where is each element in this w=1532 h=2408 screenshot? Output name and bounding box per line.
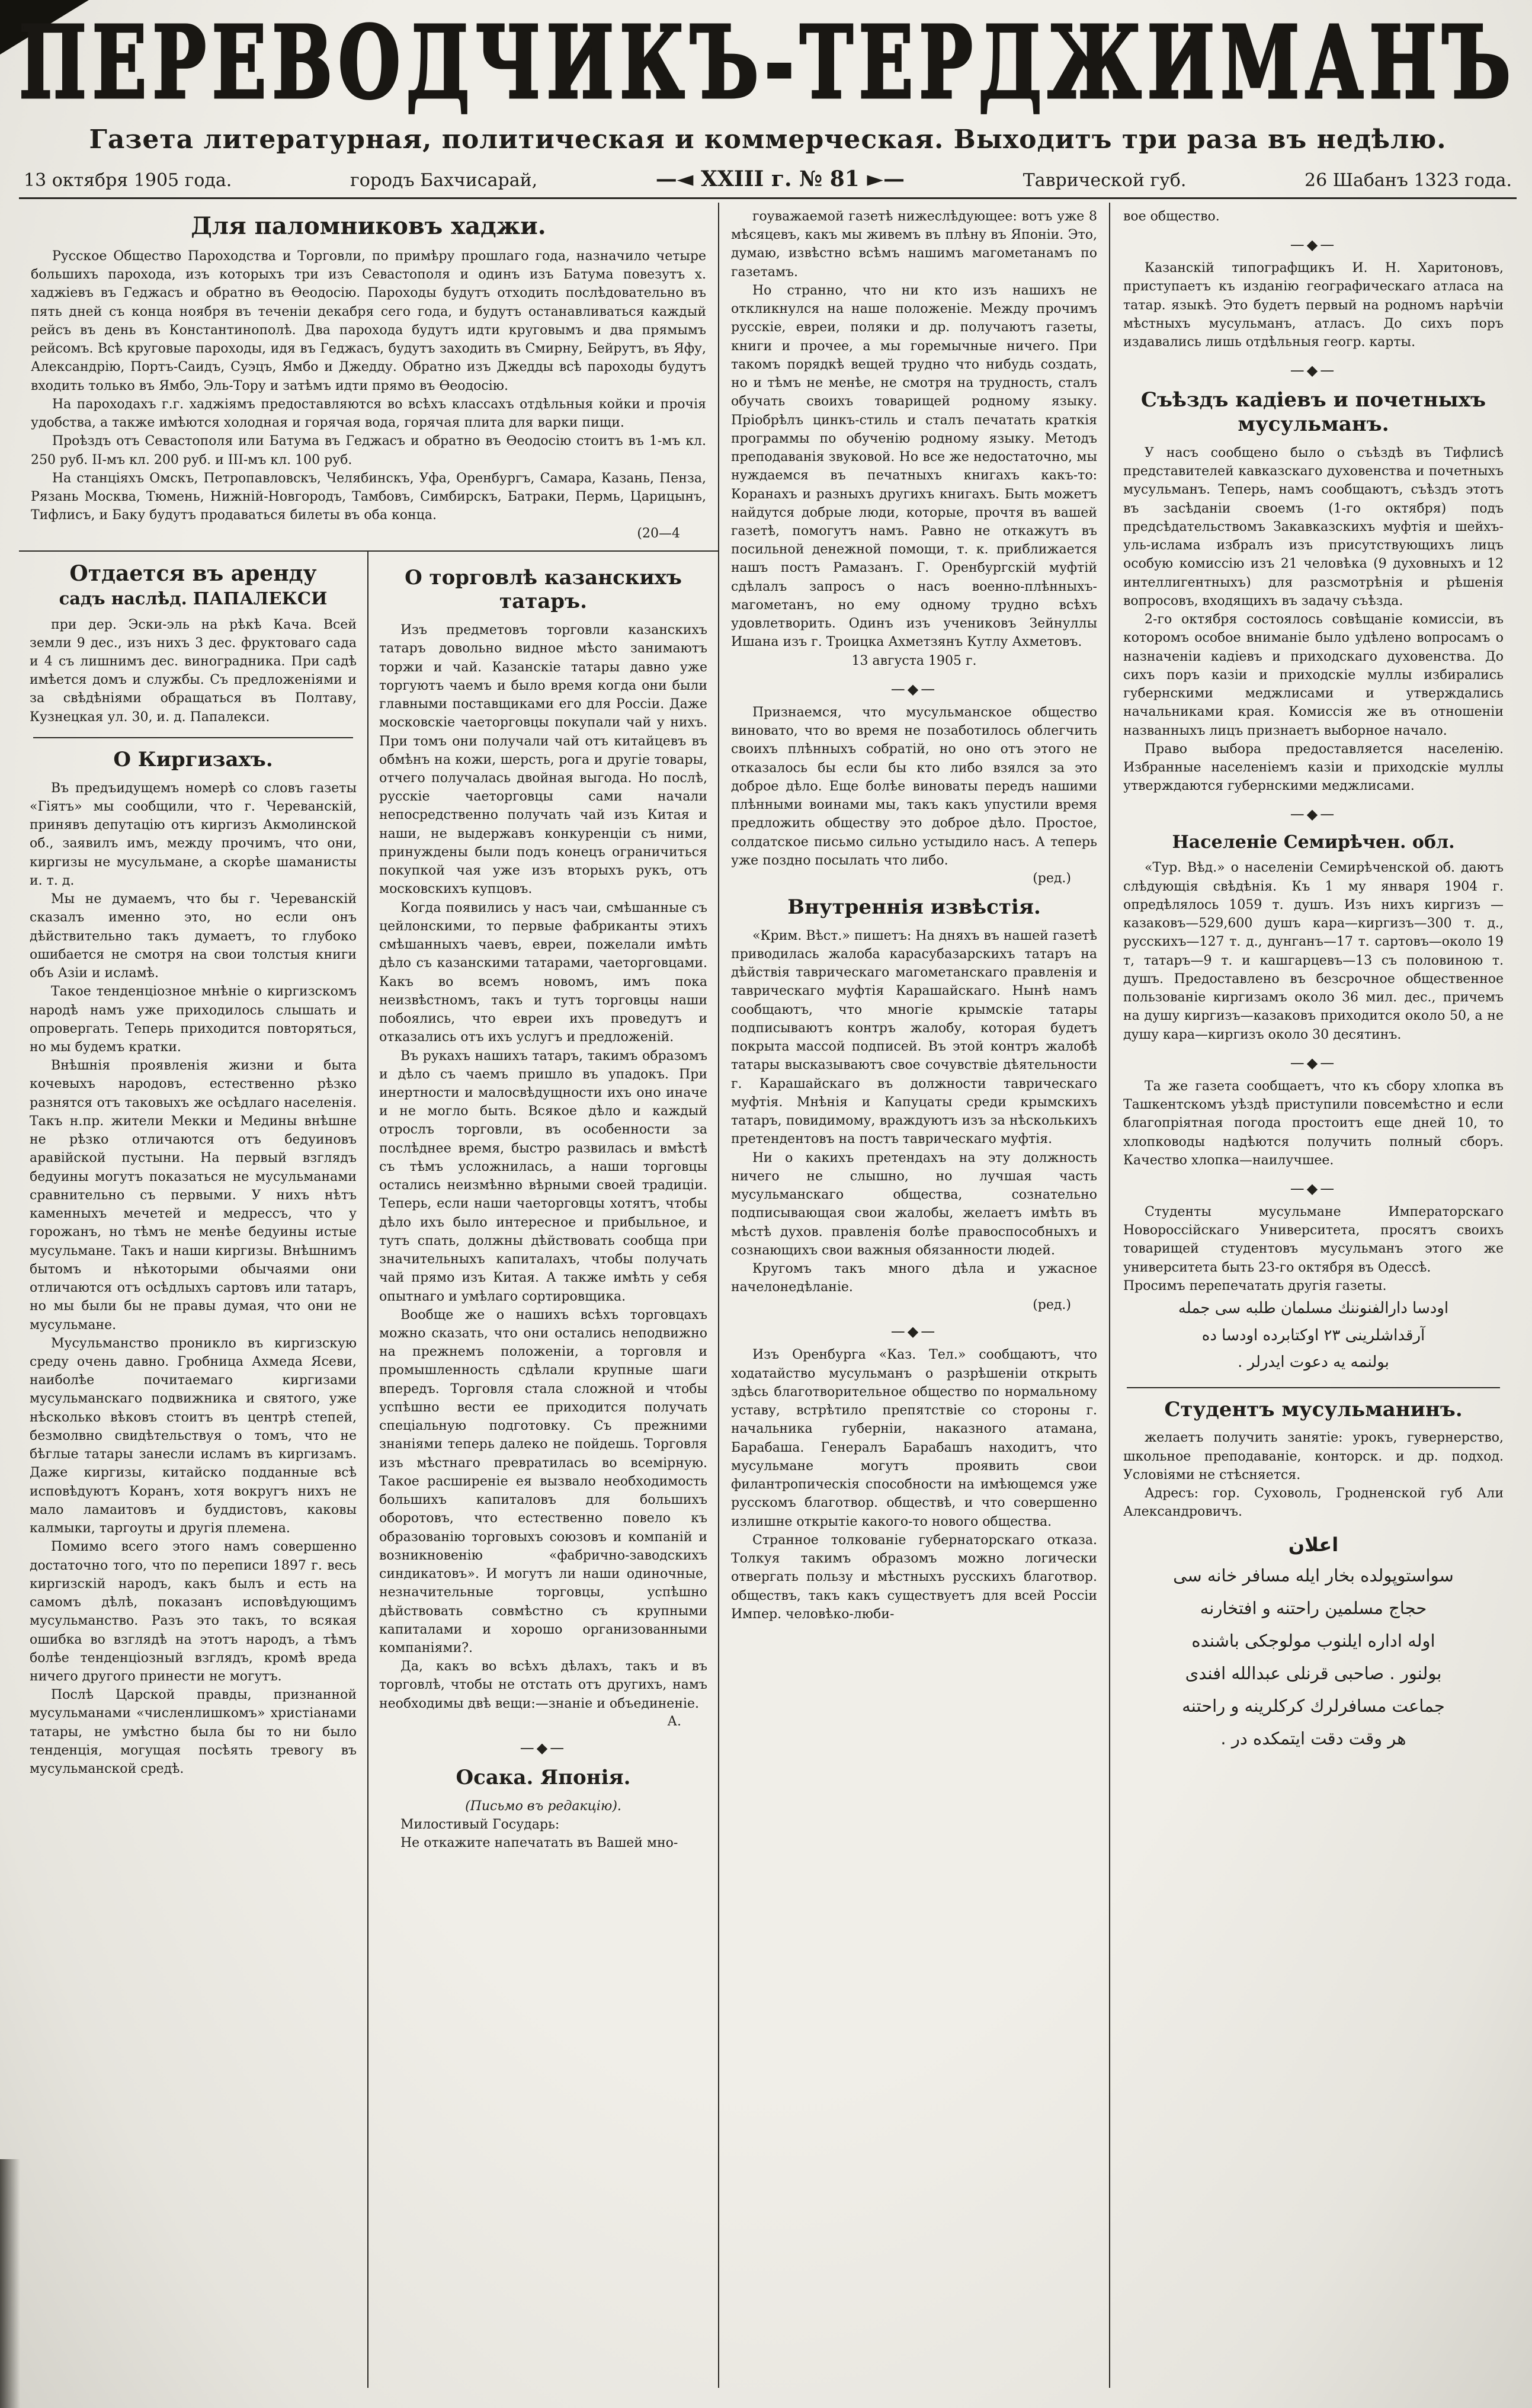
paragraph: Кругомъ такъ много дѣла и ужасное начелонедѣланіе. [731, 1261, 1097, 1295]
letter-note: (Письмо въ редакцію). [465, 1798, 621, 1814]
dateline [19, 159, 1517, 199]
paragraph: Помимо всего этого намъ совершенно достаточно того, что по переписи 1897 г. весь киргизскій народъ, какъ былъ и есть на самомъ дѣлѣ, показанъ исповѣдующимъ мусульманство. Разъ это такъ, то всякая ошибка во взглядѣ на этотъ народъ, а тѣмъ болѣе тенденціозный взглядъ, кромѣ вреда ничего другого принести не могутъ. [30, 1539, 357, 1684]
article-hajj-pilgrims [19, 203, 718, 547]
ad-garden-lease [30, 561, 357, 726]
arabic-line: هر وقت دقت ايتمكده در . [1220, 1728, 1406, 1749]
paragraph: Послѣ Царской правды, признанной мусульманами «численлишкомъ» христіанами татары, не умѣстно была бы то ни было тенденція, могущая посѣять тревогу въ мусульманской средѣ. [30, 1687, 357, 1777]
editorial-signature: (ред.) [1033, 870, 1071, 886]
paragraph: Вообще же о нашихъ всѣхъ торговцахъ можно сказать, что они остались неподвижно на прежнемъ положеніи, а торговля и промышленность сдѣлали крупные шаги впередъ. Торговля стала сложной и чтобы успѣшно вести ее приходится получать спеціальную подготовку. Съ прежними знаніями теперь далеко не пойдешь. Торговля изъ мѣстнаго превратилась во всемірную. Такое расширеніе ея вызвало необходимость большихъ капиталовъ для большихъ оборотовъ, что естественно повело къ образованію торговыхъ союзовъ и компаній и возникновенію «фабрично-заводскихъ синдикатовъ». И могутъ ли наши одиночные, незначительные торговцы, успѣшно дѣйствовать совмѣстно съ крупными капиталами и хорошо организованными компаніями?. [379, 1307, 707, 1655]
newspaper-title: ПЕРЕВОДЧИКЪ-ТЕРДЖИМАНЪ [19, 4, 1517, 121]
paragraph: Ни о какихъ претендахъ на эту должность ничего не слышно, но лучшая часть мусульманскаго общества, сознательно подписывающая свои жалобы, желаетъ имѣть въ мѣстѣ духов. правленія болѣе правоспособныхъ и сознающихъ свои важныя обязанности людей. [731, 1150, 1097, 1258]
ornament: —◆— [1290, 1180, 1337, 1197]
paragraph-list [731, 927, 1097, 1297]
paragraph-list [379, 621, 707, 1713]
paragraph: На станціяхъ Омскъ, Петропавловскъ, Челябинскъ, Уфа, Оренбургъ, Самара, Казань, Пенза, Рязань Москва, Тюмень, Нижній-Новгородъ, Тамбовъ, Симбирскъ, Батраки, Пермь, Царицынъ, Тифлисъ, и Баку будутъ продаваться билеты въ оба конца. [31, 470, 706, 523]
ornament: —◆— [1290, 806, 1337, 823]
section-domestic-news [731, 895, 1097, 1312]
rule [1127, 1387, 1500, 1388]
students-announcement: Студенты мусульмане Императорскаго Новороссійскаго Университета, просятъ своихъ товарищей студентовъ мусульманъ этого же университета быть 23-го октября въ Одессѣ. [1123, 1204, 1504, 1275]
article-title: Осака. Японія. [456, 1765, 631, 1789]
ad-body: при дер. Эски-эль на рѣкѣ Кача. Всей земли 9 дес., изъ нихъ 3 дес. фруктоваго сада и 4 съ лишнимъ дес. виноградника. При садѣ имѣется домъ и службы. Съ предложеніями и за свѣдѣніями обращаться въ Полтаву, Кузнецкая ул. 30, и. д. Папалекси. [30, 617, 357, 725]
orenburg-news [731, 1346, 1097, 1624]
paragraph: Мы не думаемъ, что бы г. Череванскій сказалъ именно это, но если онъ дѣйствительно такъ думаетъ, то глубоко ошибается не смотря на свои толстыя книги объ Азіи и исламѣ. [30, 892, 357, 981]
paragraph: Такое тенденціозное мнѣніе о киргизскомъ народѣ намъ уже приходилось слышать и опровергать. Теперь приходится повторяться, но мы будемъ кратки. [30, 984, 357, 1055]
letter-continuation [731, 207, 1097, 652]
section-title: Внутреннія извѣстія. [787, 895, 1041, 919]
masthead [19, 4, 1517, 199]
column-1 [19, 552, 368, 2388]
ad-title: Студентъ мусульманинъ. [1164, 1397, 1463, 1421]
ornament: —◆— [890, 1323, 938, 1340]
paragraph: Изъ Оренбурга «Каз. Тел.» сообщаютъ, что ходатайство мусульманъ о разрѣшеніи открыть здѣсь благотворительное общество по нормальному уставу, встрѣтило препятствіе со стороны г. начальника губерніи, наказного атамана, Барабаша. Генералъ Барабашъ находитъ, что мусульмане могутъ проявить свои филантропическія способности на имѣющемся уже русскомъ благотвор. обществѣ, и что совершенно излишне открытіе какого-то нового общества. [731, 1347, 1097, 1529]
arabic-line: اودسا دارالفنوننك مسلمان طلبه سی جمله [1178, 1299, 1449, 1318]
ad-body: желаетъ получить занятіе: урокъ, гувернерство, школьное преподаваніе, конторск. и др. подход. Условіями не стѣсняется. [1123, 1430, 1504, 1482]
paragraph: «Крим. Вѣст.» пишетъ: На дняхъ въ нашей газетѣ приводилась жалоба карасубазарскихъ татаръ на дѣйствія таврическаго магометанскаго правленія и таврическаго муфтія Карашайскаго. Нынѣ намъ сообщаютъ, что многіе крымскіе татары подписываютъ контръ жалобу, которая будетъ покрыта массой подписей. Въ этой контръ жалобѣ татары высказываютъ свое сочувствіе дѣятельности г. Карашайскаго въ должности таврическаго муфтія. Мнѣнія и Капуцаты среди крымскихъ татаръ, повидимому, враждуютъ изъ за нѣсколькихъ претендентовъ на постъ таврическаго муфтія. [731, 928, 1097, 1147]
paragraph-list [31, 247, 706, 525]
reprint-request: Просимъ перепечатать другія газеты. [1123, 1278, 1387, 1293]
ornament: —◆— [1290, 362, 1337, 379]
dateline-city: городъ Бахчисарай, [350, 170, 538, 191]
article-osaka-letter [379, 1766, 707, 1853]
article-title: О торговлѣ казанскихъ татаръ. [405, 565, 682, 614]
paragraph: Внѣшнія проявленія жизни и быта кочевыхъ народовъ, естественно рѣзко разнятся отъ таковыхъ же осѣдлаго населенія. Такъ н.пр. жители Мекки и Медины внѣшне не рѣзко отличаются отъ бедуиновъ аравійской пустыни. На первый взглядъ бедуины могутъ показаться не мусульманами сравнительно съ первыми. У нихъ нѣтъ каменныхъ мечетей и медрессъ, что у горожанъ, но тѣмъ не менѣе бедуины истые мусульмане. Такъ и наши киргизы. Внѣшнимъ бытомъ и нѣкоторыми обычаями они отличаются отъ осѣдлыхъ сартовъ или татаръ, но мы были бы не правы думая, что они не мусульмане. [30, 1058, 357, 1333]
paragraph: «Тур. Вѣд.» о населеніи Семирѣченской об. даютъ слѣдующія свѣдѣнія. Къ 1 му января 1904 г. опредѣлялось 1059 т. душъ. Изъ нихъ киргизъ — казаковъ—529,600 душъ кара—киргизъ—300 т. д., русскихъ—127 т. д., дунганъ—17 т. сартовъ—около 19 т, татаръ—9 т. и кашгарцевъ—13 съ половиною т. душъ. Предоставлено въ безсрочное общественное пользованіе киргизамъ около 36 мил. дес., причемъ на душу киргизъ—казаковъ приходится около 50, а не душу кара—киргизъ около 30 десятинъ. [1123, 860, 1504, 1042]
arabic-ad-header: اعلان [1288, 1533, 1339, 1556]
paragraph: У насъ сообщено было о съѣздѣ въ Тифлисѣ представителей кавказскаго духовенства и почетныхъ мусульманъ. Теперь, намъ сообщаютъ, съѣздъ этотъ въ засѣданіи своемъ (1-го октября) подъ предсѣдательствомъ Закавказскихъ муфтія и шейхъ-уль-ислама избралъ изъ присутствующихъ лицъ особую комиссію изъ 21 человѣка (9 духовныхъ и 12 интеллигентныхъ) для разсмотрѣнія и рѣшенія вопросовъ, входящихъ въ задачу съѣзда. [1123, 446, 1504, 609]
paragraph: Русское Общество Пароходства и Торговли, по примѣру прошлаго года, назначило четыре большихъ парохода, изъ которыхъ три изъ Севастополя и одинъ изъ Батума повезутъ х. хаджіевъ въ Геджасъ и обратно въ Ѳеодосію. Пароходы будутъ отходить послѣдовательно въ пять дней съ конца ноября въ теченіи декабря сего года, и будутъ останавливаться каждый рейсъ въ день въ Константинополѣ. Два парохода будутъ идти круговымъ и два прямымъ рейсомъ. Всѣ круговые пароходы, идя въ Геджасъ, будутъ заходить въ Смирну, Бейрутъ, въ Яфу, Александрію, Портъ-Саидъ, Суэцъ, Ямбо и Джедду. Обратно изъ Джедды всѣ пароходы будутъ входить только въ Ямбо, Эль-Тору и затѣмъ идти прямо въ Ѳеодосію. [31, 249, 706, 393]
paragraph: Да, какъ во всѣхъ дѣлахъ, такъ и въ торговлѣ, чтобы не отстать отъ другихъ, намъ необходимы двѣ вещи:—знаніе и объединеніе. [379, 1659, 707, 1711]
paragraph: гоуважаемой газетѣ нижеслѣдующее: вотъ уже 8 мѣсяцевъ, какъ мы живемъ въ плѣну въ Японіи. Это, думаю, извѣстно всѣмъ нашимъ магометанамъ по газетамъ. [731, 209, 1097, 280]
column-2 [368, 552, 718, 2388]
article-title: Населеніе Семирѣчен. обл. [1172, 832, 1455, 853]
arabic-line: بولنور . صاحبی قرنلی عبدالله افندی [1185, 1663, 1442, 1683]
editorial-comment: Признаемся, что мусульманское общество виновато, что во время не позаботилось облегчить своихъ плѣнныхъ собратій, но оно отъ этого не отказалось бы если бы кто либо взялся за это доброе дѣло. Еще болѣе виноваты передъ нашими плѣнными воинами мы, такъ какъ упустили время предложить обществу это доброе дѣло. Простое, солдатское письмо сильно устыдило насъ. А теперь уже поздно посылать что либо. [731, 705, 1097, 868]
article-signature: А. [667, 1714, 681, 1729]
arabic-line: آرقداشلرینی ٢٣ اوکتابرده اودسا ده [1201, 1326, 1425, 1344]
paragraph: На пароходахъ г.г. хаджіямъ предоставляются во всѣхъ классахъ отдѣльныя койки и прочія удобства, а также имѣются холодная и горячая вода, горячая плита для варки пищи. [31, 396, 706, 431]
masthead-subtitle: Газета литературная, политическая и коммерческая. Выходитъ три раза въ недѣлю. [89, 124, 1447, 155]
paragraph: Когда появились у насъ чаи, смѣшанные съ цейлонскими, то первые фабриканты этихъ смѣшанныхъ чаевъ, евреи, пожелали имѣть дѣло съ казанскими татарами, чаеторговцами. Какъ во всемъ новомъ, имъ пока неизвѣстномъ, такъ и тутъ торговцы наши побоялись, что евреи ихъ проведутъ и отказались отъ ихъ услугъ и предложеній. [379, 900, 707, 1045]
ad-muslim-student [1123, 1398, 1504, 1522]
rule [33, 737, 353, 738]
paragraph-list [1123, 444, 1504, 795]
paragraph-list [30, 779, 357, 1779]
ornament: —◆— [1290, 236, 1337, 254]
editorial-signature: (ред.) [1033, 1298, 1071, 1313]
letter-salutation: Милостивый Государь: [400, 1817, 560, 1832]
article-kirgiz [30, 748, 357, 1778]
paragraph: Но странно, что ни кто изъ нашихъ не откликнулся на наше положеніе. Между прочимъ русскіе, евреи, поляки и др. получаютъ газеты, книги и прочее, а мы горемычные ничего. При такомъ порядкѣ вещей трудно что нибудь создать, но и тѣмъ не менѣе, не смотря на трудность, сталъ обучать своихъ товарищей родному языку. Пріобрѣлъ цинкъ-стиль и сталъ печатать краткія программы по обученію родному языку. Методъ преподаванія звуковой. Но все же недостаточно, мы нуждаемся въ печатныхъ книгахъ какъ-то: Коранахъ и разныхъ другихъ книгахъ. Быть можетъ найдутся добрые люди, которые, прочтя въ вашей газетѣ, помогутъ намъ. Равно не откажутъ въ посильной денежной помощи, т. к. приближается нашъ постъ Рамазанъ. Г. Оренбургскій муфтій сдѣлалъ запросъ о насъ военно-плѣнныхъ-магометанъ, но ему одному трудно всѣхъ удовлетворить. Одинъ изъ учениковъ Зейнуллы Ишана изъ г. Троицка Ахметзянъ Кутлу Ахметовъ. [731, 283, 1097, 650]
arabic-announcement [1123, 1295, 1504, 1376]
dateline-issue-number: —◄ XXIII г. № 81 ►— [655, 166, 905, 191]
paragraph: Въ предъидущемъ номерѣ со словъ газеты «Гіятъ» мы сообщили, что г. Череванскій, принявъ депутацію отъ киргизъ Акмолинской об., заявилъ имъ, между прочимъ, что они, киргизы не мусульмане, а скорѣе шаманисты и. т. д. [30, 780, 357, 888]
letter-date: 13 августа 1905 г. [851, 653, 977, 668]
ornament: —◆— [1290, 1054, 1337, 1071]
article-title: Для паломниковъ хаджи. [191, 212, 546, 240]
dateline-gregorian-date: 13 октября 1905 года. [24, 170, 232, 191]
arabic-line: بولنمه يه دعوت ايدرلر . [1238, 1353, 1389, 1372]
dateline-province: Таврической губ. [1023, 170, 1187, 191]
arabic-line: جماعت مسافرلرك كركلرينه و راحتنه [1182, 1695, 1445, 1716]
column-4 [1110, 203, 1517, 2388]
cotton-news: Та же газета сообщаетъ, что къ сбору хлопка въ Ташкентскомъ уѣздѣ приступили повсемѣстно и если благопріятная погода простоитъ еще дней 10, то хлопководы надѣются получить полный сборъ. Качество хлопка—наилучшее. [1123, 1078, 1504, 1168]
paragraph: Проѣздъ отъ Севастополя или Батума въ Геджасъ и обратно въ Ѳеодосію стоитъ въ 1-мъ кл. 250 руб. II-мъ кл. 200 руб. и III-мъ кл. 100 руб. [31, 434, 706, 467]
paragraph: Странное толкованіе губернаторскаго отказа. Толкуя такимъ образомъ можно логически отвергать пользу и мѣстныхъ русскихъ благотвор. обществъ, такъ какъ существуетъ для всей Россіи Импер. человѣко-люби- [731, 1532, 1097, 1622]
continuation-line: вое общество. [1123, 209, 1220, 224]
ad-title: Отдается въ аренду [69, 561, 317, 586]
ornament: —◆— [520, 1739, 567, 1756]
column-3 [719, 203, 1110, 2388]
dateline-hijri-date: 26 Шабанъ 1323 года. [1305, 170, 1512, 191]
arabic-line: سواستوپولده بخار ايله مسافر خانه سی [1173, 1565, 1454, 1586]
arabic-ad [1123, 1560, 1504, 1756]
left-subcolumns [19, 550, 718, 2388]
paragraph: Изъ предметовъ торговли казанскихъ татаръ довольно видное мѣсто занимаютъ торжи и чай. Казанскіе татары давно уже торгуютъ чаемъ и было время когда они были главными поставщиками его для Россіи. Даже московскіе чаеторговцы покупали чай у нихъ. При томъ они получали чай отъ китайцевъ въ обмѣнъ на кожи, шерсть, рога и другіе товары, отчего получалась двойная выгода. Но послѣ, русскіе чаеторговцы сами начали непосредственно получать чай изъ Китая и наши, не выдержавъ конкуренціи съ ними, принуждены были подъ конецъ ограничиться покупкой чая уже изъ вторыхъ рукъ, отъ московскихъ купцовъ. [379, 623, 707, 897]
paragraph: 2-го октября состоялось совѣщаніе комиссіи, въ которомъ особое вниманіе было удѣлено вопросамъ о назначеніи кадіевъ и приходскаго духовенства. До сихъ поръ казіи и приходскіе муллы избирались губернскими меджлисами и утверждались начальниками края. Комиссія же въ отношеніи названныхъ лицъ признаетъ выборное начало. [1123, 612, 1504, 738]
paragraph: Право выбора предоставляется населенію. Избранные населеніемъ казіи и приходскіе муллы утверждаются губернскими меджлисами. [1123, 741, 1504, 794]
ornament: —◆— [890, 680, 938, 697]
ad-address: Адресъ: гор. Суховоль, Гродненской губ Али Александровичъ. [1123, 1486, 1504, 1520]
letter-first-line: Не откажите напечатать въ Вашей мно- [400, 1836, 678, 1851]
article-qadi-congress [1123, 388, 1504, 795]
ad-counter: (20—4 [637, 526, 680, 541]
left-section [19, 203, 719, 2388]
arabic-line: اوله اداره ايلنوب مولوجكی باشنده [1191, 1630, 1435, 1651]
article-title: Съѣздъ кадіевъ и почетныхъ мусульманъ. [1140, 388, 1486, 437]
arabic-line: حجاج مسلمين راحتنه و افتخارنه [1200, 1597, 1427, 1618]
article-title: О Киргизахъ. [113, 747, 273, 771]
masthead-title-wrap [19, 4, 1517, 121]
paragraph: Мусульманство проникло въ киргизскую среду очень давно. Гробница Ахмеда Ясеви, наиболѣе почитаемаго киргизами мусульманскаго подвижника и святого, уже нѣсколько вѣковъ стоитъ въ центрѣ степей, безмолвно свидѣтельствуя о томъ, что не бѣглые татары занесли исламъ въ киргизамъ. Даже киргизы, китайско подданные всѣ исповѣдуютъ Коранъ, хотя вокругъ нихъ не мало ламаитовъ и буддистовъ, каковы калмыки, таргоуты и другія племена. [30, 1336, 357, 1536]
kazan-atlas-news: Казанскій типографщикъ И. Н. Харитоновъ, приступаетъ къ изданію географическаго атласа на татар. языкѣ. Это будетъ первый на родномъ нарѣчіи мѣстныхъ мусульманъ, атласъ. До сихъ поръ издавались лишь отдѣльныя геогр. карты. [1123, 261, 1504, 350]
columns [19, 203, 1517, 2388]
article-kazan-trade [379, 566, 707, 1729]
ad-subtitle: садъ наслѣд. ПАПАЛЕКСИ [59, 588, 328, 609]
paragraph: Въ рукахъ нашихъ татаръ, такимъ образомъ и дѣло съ чаемъ пришло въ упадокъ. При инертности и малосвѣдущности ихъ оно иначе и не могло быть. Всякое дѣло и каждый отрослъ торговли, въ особенности за послѣднее время, быстро развилась и вмѣстѣ съ тѣмъ усложнилась, а наши торговцы остались неизмѣнно вѣрными своей традиціи. Теперь, если наши чаеторговцы хотятъ, чтобы дѣло ихъ было интересное и прибыльное, и тутъ спать, должны дѣйствовать сообща при значительныхъ капиталахъ, чтобы получать чай прямо изъ Китая. А также имѣть у себя опытнаго и умѣлаго сортировщика. [379, 1048, 707, 1304]
paragraph-list [1123, 859, 1504, 1043]
article-semirechye-population [1123, 832, 1504, 1043]
